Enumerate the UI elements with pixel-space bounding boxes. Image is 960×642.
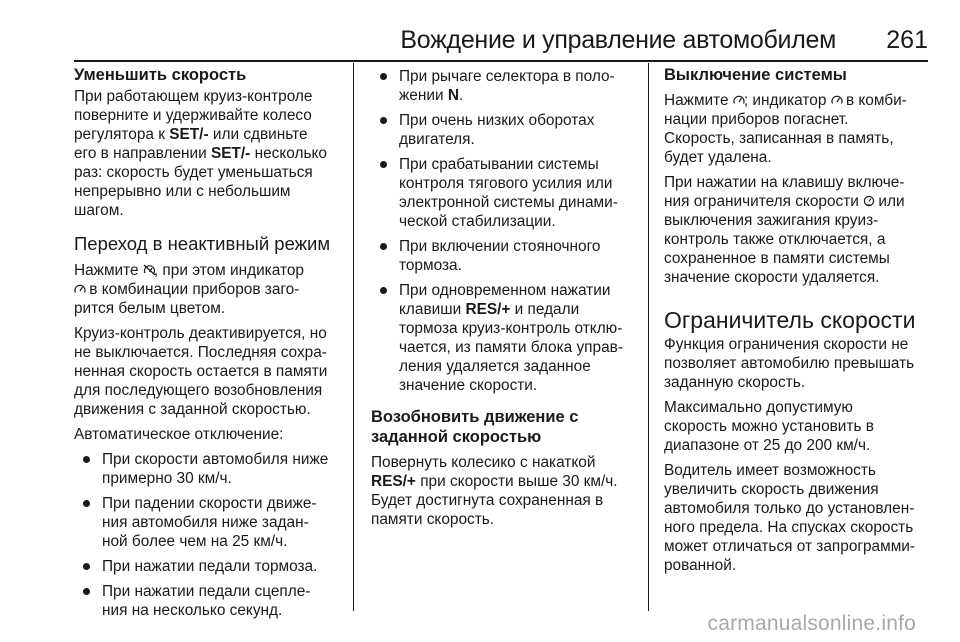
list-item: При падении скорости движе- ния автомобиля ниже задан- ной более чем на 25 км/ч. — [74, 494, 350, 551]
bullet-icon — [83, 588, 90, 595]
page-number: 261 — [886, 26, 928, 54]
paragraph-inactive: Нажмите , при этом индикатор в комбинации приборов заго- рится белым цветом. — [74, 262, 304, 317]
cruise-off-icon — [143, 264, 154, 276]
cruise-control-icon — [74, 283, 85, 295]
paragraph-max-speed: Максимально допустимую скорость можно установить в диапазоне от 25 до 200 км/ч. — [664, 399, 874, 454]
bullet-icon — [380, 161, 387, 168]
bullet-icon — [380, 73, 387, 80]
column-left — [74, 63, 350, 620]
header-rule — [74, 60, 928, 62]
bullet-icon — [380, 287, 387, 294]
page-header — [74, 22, 928, 62]
paragraph-deactivation: Круиз-контроль деактивируется, но не выключается. Последняя сохра- ненная скорость остается в памяти для последующего возобновления движения с заданной скоростью. — [74, 325, 328, 418]
list-item: При одновременном нажатии клавиши RES/+ и педали тормоза круиз-контроль отклю- чается, из памяти блока управ- ления удаляется заданное значение скорости. — [371, 281, 637, 395]
page-title: Вождение и управление автомобилем — [400, 26, 836, 54]
list-item: При включении стояночного тормоза. — [371, 237, 637, 275]
bullet-icon — [380, 243, 387, 250]
heading-inactive-mode: Переход в неактивный режим — [74, 233, 331, 254]
paragraph-auto-off: Автоматическое отключение: — [74, 426, 284, 443]
column-right — [664, 63, 934, 575]
list-item: При скорости автомобиля ниже примерно 30 км/ч. — [74, 450, 350, 488]
bullet-icon — [380, 117, 387, 124]
list-item: При нажатии педали сцепле- ния на несколько секунд. — [74, 582, 350, 620]
auto-off-list-continued — [371, 67, 637, 395]
column-divider — [648, 63, 649, 611]
heading-system-off: Выключение системы — [664, 66, 847, 84]
speed-limiter-icon — [863, 195, 874, 207]
paragraph-limiter: Функция ограничения скорости не позволяет автомобилю превышать заданную скорость. — [664, 336, 915, 391]
column-middle — [371, 63, 637, 529]
bullet-icon — [83, 500, 90, 507]
paragraph-driver: Водитель имеет возможность увеличить скорость движения автомобиля только до установлен- ного предела. На спусках скорость может отличаться от запрограмми- рованной. — [664, 462, 915, 574]
bullet-icon — [83, 563, 90, 570]
list-item: При нажатии педали тормоза. — [74, 557, 350, 576]
watermark: carmanualsonline.info — [707, 612, 916, 635]
heading-speed-limiter: Ограничитель скорости — [664, 307, 916, 333]
column-divider — [353, 63, 354, 611]
cruise-control-icon — [733, 94, 744, 106]
list-item: При срабатывании системы контроля тягового усилия или электронной системы динами- ческой стабилизации. — [371, 155, 637, 231]
list-item: При рычаге селектора в поло- жении N. — [371, 67, 637, 105]
paragraph-limiter-key: При нажатии на клавишу включе- ния ограничителя скорости или выключения зажигания круиз- контроль также отключается, а сохраненное в памяти системы значение скорости удаляется. — [664, 174, 905, 286]
heading-reduce-speed: Уменьшить скорость — [74, 66, 247, 84]
paragraph-reduce-speed: При работающем круиз-контроле поверните и удерживайте колесо регулятора к SET/- или сдвиньте его в направлении SET/- несколько раз: скорость будет уменьшаться непрерывно или с небольшим шагом. — [74, 88, 327, 219]
list-item: При очень низких оборотах двигателя. — [371, 111, 637, 149]
bullet-icon — [83, 456, 90, 463]
paragraph-system-off: Нажмите ; индикатор в комби- нации приборов погаснет. Скорость, записанная в память, будет удалена. — [664, 92, 907, 166]
cruise-control-icon — [831, 94, 842, 106]
heading-resume-speed: Возобновить движение с заданной скоростью — [371, 408, 579, 446]
paragraph-resume: Повернуть колесико с накаткой RES/+ при скорости выше 30 км/ч. Будет достигнута сохраненная в памяти скорость. — [371, 454, 618, 528]
auto-off-list — [74, 450, 350, 620]
